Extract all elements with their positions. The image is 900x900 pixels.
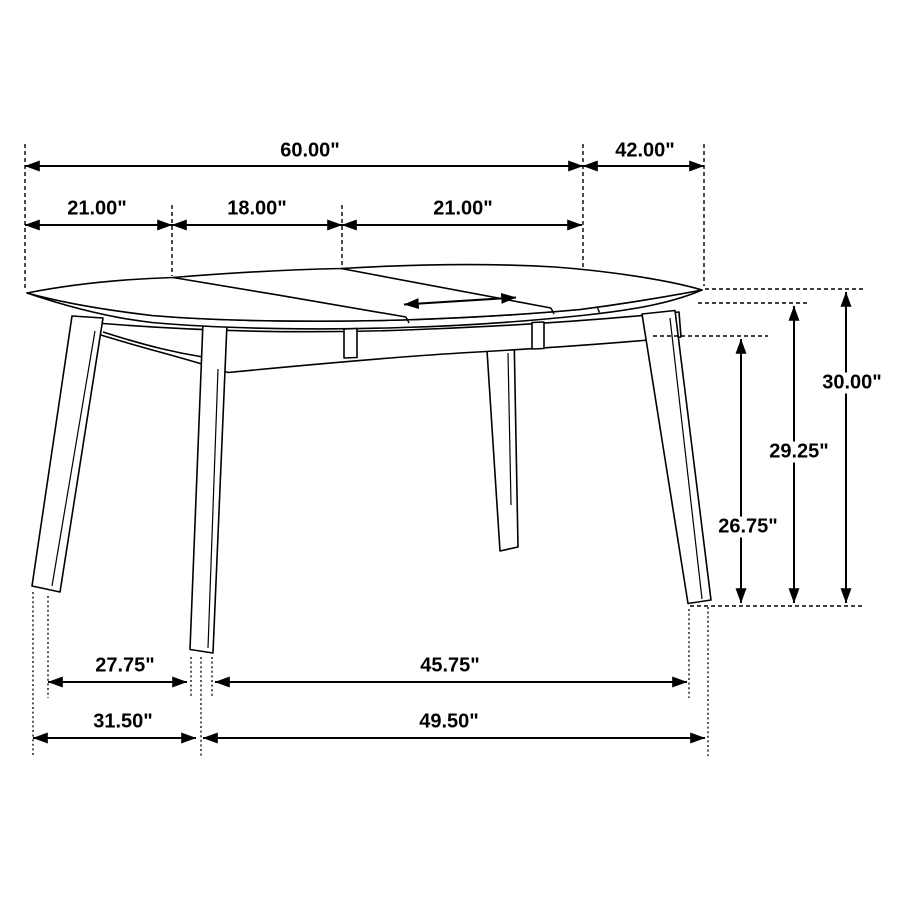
label-height-underside: 29.25"	[766, 442, 832, 463]
label-section-leaf: 18.00"	[224, 199, 290, 220]
label-section-right: 21.00"	[430, 199, 496, 220]
label-height-apron-clearance: 26.75"	[715, 517, 781, 538]
label-feet-span-back: 27.75"	[92, 656, 158, 677]
dimension-lines	[25, 166, 846, 738]
slide-bracket-left	[344, 329, 357, 359]
leg-back-right	[486, 332, 518, 551]
table-drawing	[27, 265, 711, 653]
leg-front-left	[190, 322, 227, 653]
label-feet-span-front: 45.75"	[417, 656, 483, 677]
leg-front-right	[642, 311, 711, 604]
label-width-total: 42.00"	[612, 141, 678, 162]
leg-back-left	[32, 316, 103, 592]
label-feet-outer-span-left: 31.50"	[90, 712, 156, 733]
label-length-total: 60.00"	[277, 141, 343, 162]
label-section-left: 21.00"	[64, 199, 130, 220]
slide-bracket-right	[532, 322, 544, 349]
label-feet-outer-span-front: 49.50"	[416, 712, 482, 733]
label-height-total: 30.00"	[819, 373, 885, 394]
